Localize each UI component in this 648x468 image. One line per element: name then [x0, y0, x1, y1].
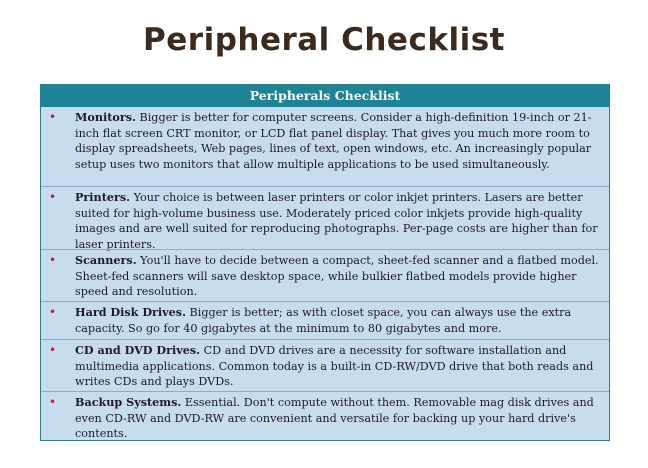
row-text	[75, 343, 603, 388]
checklist-row-hard-disk-drives	[41, 301, 609, 339]
row-text	[75, 110, 603, 183]
row-term: Hard Disk Drives.	[75, 305, 186, 319]
bullet-icon: •	[49, 305, 57, 319]
bullet-icon: •	[49, 110, 57, 124]
checklist-row-scanners	[41, 249, 609, 301]
bullet-icon: •	[49, 343, 57, 357]
bullet-icon: •	[49, 190, 57, 204]
row-term: Monitors.	[75, 110, 136, 124]
row-term: Scanners.	[75, 253, 137, 267]
checklist-row-monitors	[41, 107, 609, 186]
checklist-row-backup-systems	[41, 391, 609, 445]
row-term: CD and DVD Drives.	[75, 343, 201, 357]
row-description: Your choice is between laser printers or color inkjet printers. Lasers are better suited for high-volume business use. Moderately priced color inkjets provide high-quality images and are well suited for reproducing photographs. Per-page costs are higher than for laser printers.	[75, 191, 598, 251]
row-text	[75, 305, 603, 336]
row-description: You'll have to decide between a compact, sheet-fed scanner and a flatbed model. Sheet-fed scanners will save desktop space, while bulkier flatbed models provide higher speed and resolution.	[75, 254, 599, 299]
slide-title: Peripheral Checklist	[143, 22, 505, 58]
checklist-row-printers	[41, 186, 609, 249]
row-description: Bigger is better; as with closet space, you can always use the extra capacity. So go for 40 gigabytes at the minimum to 80 gigabytes and more.	[75, 306, 572, 335]
peripherals-checklist-table	[40, 84, 610, 441]
row-description: Essential. Don't compute without them. Removable mag disk drives and even CD-RW and DVD-RW are convenient and versatile for backing up your hard drive's contents.	[75, 396, 594, 441]
row-term: Backup Systems.	[75, 395, 182, 409]
bullet-icon: •	[49, 395, 57, 409]
row-description: CD and DVD drives are a necessity for software installation and multimedia applications. Common today is a built-in CD-RW/DVD drive that both reads and writes CDs and plays DVDs.	[75, 344, 594, 389]
bullet-icon: •	[49, 253, 57, 267]
checklist-row-cd-dvd-drives	[41, 339, 609, 391]
row-text	[75, 190, 603, 251]
checklist-rows	[41, 107, 609, 445]
table-header: Peripherals Checklist	[41, 85, 609, 107]
row-text	[75, 253, 603, 298]
row-term: Printers.	[75, 190, 131, 204]
row-text	[75, 395, 603, 442]
row-description: Bigger is better for computer screens. Consider a high-definition 19-inch or 21-inch flat screen CRT monitor, or LCD flat panel display. That gives you much more room to display spreadsheets, Web pages, lines of text, open windows, etc. An increasingly popular setup uses two monitors that allow multiple applications to be used simultaneously.	[75, 111, 592, 171]
